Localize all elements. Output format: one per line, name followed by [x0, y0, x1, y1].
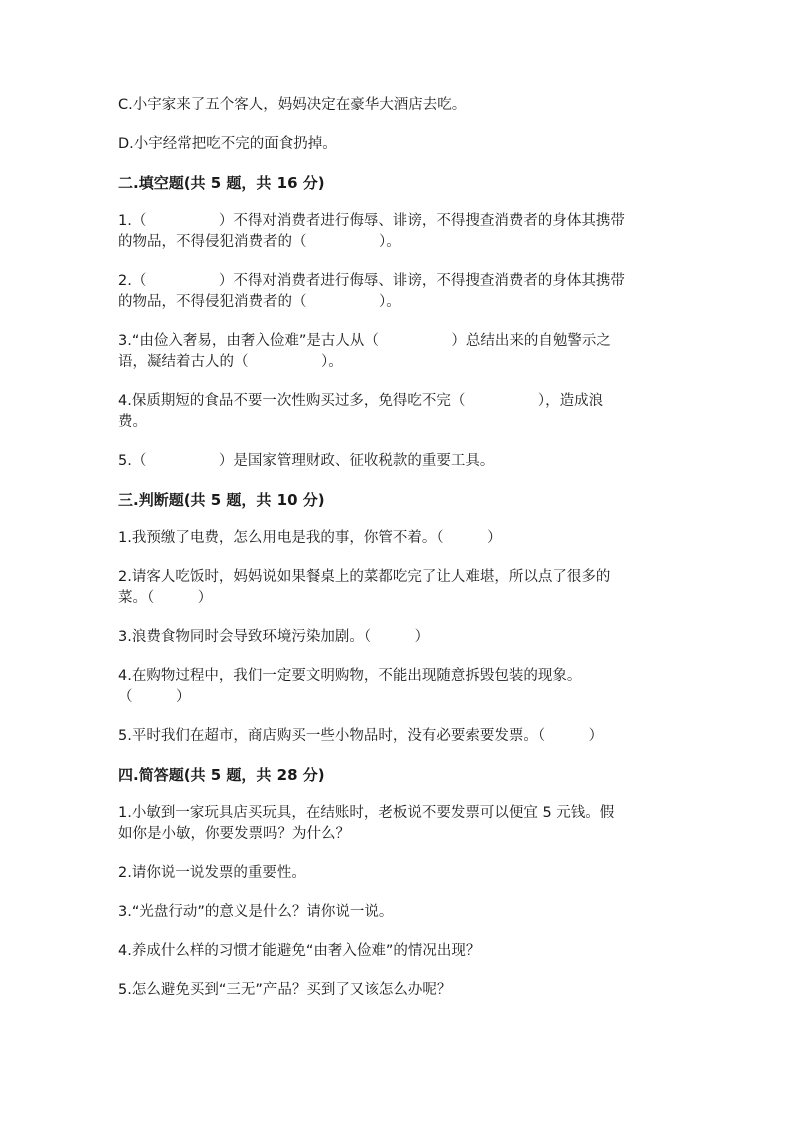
section-heading: 三.判断题(共 5 题，共 10 分) [118, 491, 325, 509]
question-line: 的物品，不得侵犯消费者的（ ）。 [118, 234, 401, 250]
question [118, 666, 684, 708]
question-line: 的物品，不得侵犯消费者的（ ）。 [118, 294, 401, 310]
question-line: 1.（ ）不得对消费者进行侮辱、诽谤，不得搜查消费者的身体其携带 [118, 213, 625, 229]
question-line: 1.小敏到一家玩具店买玩具，在结账时，老板说不要发票可以便宜 5 元钱。假 [118, 805, 615, 821]
question [118, 211, 684, 253]
question [118, 726, 684, 747]
question [118, 567, 684, 609]
section-heading: 四.简答题(共 5 题，共 28 分) [118, 766, 325, 784]
section-fill-in [118, 173, 684, 472]
question [118, 941, 684, 962]
question-line: 语，凝结着古人的（ ）。 [118, 354, 343, 370]
question-line: （ ） [118, 689, 191, 705]
question-line: 费。 [118, 414, 147, 430]
section-heading: 二.填空题(共 5 题，共 16 分) [118, 174, 325, 192]
question [118, 980, 684, 1001]
question-line: 3.浪费食物同时会导致环境污染加剧。（ ） [118, 629, 430, 645]
option-d: D.小宇经常把吃不完的面食扔掉。 [118, 136, 337, 152]
question [118, 451, 684, 472]
question [118, 391, 684, 433]
question-line: 2.（ ）不得对消费者进行侮辱、诽谤，不得搜查消费者的身体其携带 [118, 273, 625, 289]
option-c: C.小宇家来了五个客人，妈妈决定在豪华大酒店去吃。 [118, 97, 467, 113]
section-true-false [118, 490, 684, 747]
question [118, 627, 684, 648]
question [118, 331, 684, 373]
question [118, 803, 684, 845]
question-line: 3.“由俭入奢易，由奢入俭难”是古人从（ ）总结出来的自勉警示之 [118, 333, 611, 349]
question-line: 4.在购物过程中，我们一定要文明购物，不能出现随意拆毁包装的现象。 [118, 668, 582, 684]
question-line: 5.怎么避免买到“三无”产品？买到了又该怎么办呢？ [118, 982, 452, 998]
question-line: 3.“光盘行动”的意义是什么？请你说一说。 [118, 904, 394, 920]
question-line: 1.我预缴了电费，怎么用电是我的事，你管不着。（ ） [118, 530, 502, 546]
question [118, 863, 684, 884]
question-line: 2.请你说一说发票的重要性。 [118, 865, 306, 881]
question [118, 902, 684, 923]
section-short-answer [118, 765, 684, 1001]
question-line: 4.保质期短的食品不要一次性购买过多，免得吃不完（ ），造成浪 [118, 393, 604, 409]
question [118, 271, 684, 313]
question-line: 菜。（ ） [118, 590, 213, 606]
question-line: 2.请客人吃饭时，妈妈说如果餐桌上的菜都吃完了让人难堪，所以点了很多的 [118, 569, 611, 585]
question-line: 如你是小敏，你要发票吗？为什么？ [118, 826, 350, 842]
question [118, 528, 684, 549]
question-line: 5.（ ）是国家管理财政、征收税款的重要工具。 [118, 453, 495, 469]
question-line: 5.平时我们在超市，商店购买一些小物品时，没有必要索要发票。（ ） [118, 728, 604, 744]
question-line: 4.养成什么样的习惯才能避免“由奢入俭难”的情况出现？ [118, 943, 481, 959]
